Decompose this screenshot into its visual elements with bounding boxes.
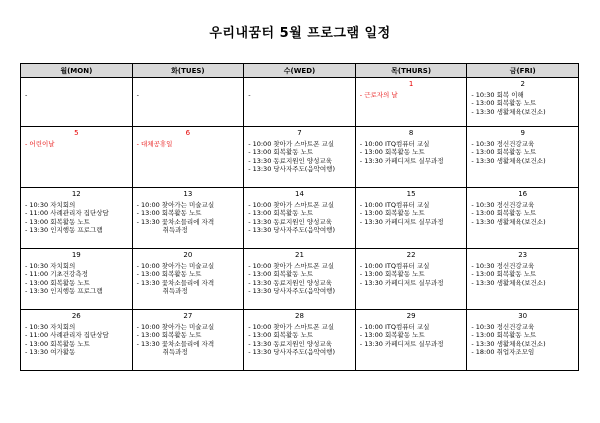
day-number: 21: [295, 251, 304, 259]
event-item: [248, 157, 355, 165]
event-item: [471, 348, 578, 356]
day-number: 9: [520, 129, 525, 137]
day-number: 1: [408, 80, 414, 88]
event-text: - 13:30 카페디저트 실무과정: [359, 278, 444, 287]
event-text: - 13:30 당사자주도(음악여행): [248, 287, 335, 296]
event-item: [471, 331, 578, 339]
day-cell: [21, 249, 133, 310]
event-text: - 10:30 정신건강교육: [471, 323, 535, 331]
day-cell: [467, 310, 579, 371]
event-text: - 13:30 당사자주도(음악여행): [248, 226, 335, 235]
week-row: [21, 127, 579, 188]
event-item: [25, 287, 132, 295]
day-cell: [21, 78, 133, 127]
day-cell: [467, 188, 579, 249]
event-item: [25, 209, 132, 217]
event-text: - 13:30 동료지원인 양성교육: [248, 339, 332, 348]
event-list: [467, 201, 578, 226]
event-item: [360, 279, 467, 287]
event-text: - 13:30 생활체육(보건소): [471, 156, 546, 165]
event-text: - 10:30 정신건강교육: [471, 201, 535, 209]
week-row: [21, 78, 579, 127]
day-number: 8: [408, 129, 414, 137]
event-text: - 13:30 생활체육(보건소): [471, 339, 546, 348]
day-number: [244, 79, 355, 89]
day-cell: [21, 127, 133, 188]
event-text: - 13:00 회복활동 노트: [248, 209, 314, 218]
event-text: - 13:30 꽃차소믈리에 자격: [136, 278, 215, 287]
day-number: 29: [406, 312, 416, 320]
event-text: - 13:00 회복활동 노트: [471, 99, 537, 108]
header-thu: 목(THURS): [355, 64, 467, 78]
event-text: - 13:30 동료지원인 양성교육: [248, 217, 332, 226]
event-item: [471, 340, 578, 348]
event-text: - 10:00 찾아가는 미술교실: [136, 262, 215, 270]
day-cell: [132, 188, 244, 249]
event-item: [25, 340, 132, 348]
day-number: 5: [74, 129, 79, 137]
event-list: [133, 91, 244, 99]
schedule-body: [21, 78, 579, 371]
day-number: 28: [295, 312, 304, 320]
event-item: [360, 331, 467, 339]
event-text: - 13:30 여가활동: [25, 348, 76, 357]
event-text: - 13:30 생활체육(보건소): [471, 278, 546, 287]
event-item: [360, 340, 467, 348]
event-list: [244, 140, 355, 174]
day-cell: [355, 78, 467, 127]
event-list: [21, 140, 132, 148]
day-cell: [467, 78, 579, 127]
event-item: [248, 226, 355, 234]
event-text: - 13:30 당사자주도(음악여행): [248, 165, 335, 174]
event-item: [25, 226, 132, 234]
event-text: - 13:00 회복활동 노트: [136, 209, 202, 218]
event-item: [248, 270, 355, 278]
event-text: - 13:30 동료지원인 양성교육: [248, 156, 332, 165]
event-text: - 10:30 정신건강교육: [471, 262, 535, 270]
event-item: [360, 270, 467, 278]
event-text: - 10:00 찾아가 스마트폰 교실: [248, 323, 335, 331]
event-text: - 13:30 인지행동 프로그램: [25, 287, 103, 296]
event-list: [356, 201, 467, 226]
day-cell: [355, 310, 467, 371]
event-text: - 13:00 회복활동 노트: [471, 331, 537, 340]
day-number: 30: [518, 312, 528, 320]
event-text: - 10:00 찾아가 스마트폰 교실: [248, 262, 335, 270]
day-cell: [21, 188, 133, 249]
event-text: - 18:00 취업자조모임: [471, 348, 535, 357]
event-text: - 10:00 찾아가 스마트폰 교실: [248, 140, 335, 148]
event-item: [137, 287, 244, 295]
event-item: [137, 348, 244, 356]
week-row: [21, 249, 579, 310]
event-text: - 13:00 회복활동 노트: [25, 339, 90, 348]
event-item: [137, 226, 244, 234]
day-number: 22: [406, 251, 416, 259]
event-text: - 10:30 회복 이해: [471, 91, 524, 99]
event-text: - 11:00 사례관리자 집단상담: [25, 331, 109, 340]
day-cell: [467, 127, 579, 188]
schedule-table: [20, 63, 579, 371]
event-item: [360, 218, 467, 226]
event-list: [244, 323, 355, 357]
event-text: - 13:00 회복활동 노트: [471, 148, 537, 157]
day-number: 23: [518, 251, 528, 259]
day-number: 15: [406, 190, 416, 198]
event-text: - 13:00 회복활동 노트: [248, 270, 314, 279]
event-text: - 13:30 꽃차소믈리에 자격: [136, 339, 215, 348]
event-item: [25, 140, 132, 148]
event-item: [471, 270, 578, 278]
event-text: - 11:00 기초건강측정: [25, 270, 88, 279]
event-list: [244, 201, 355, 235]
event-item: [360, 157, 467, 165]
header-tue: 화(TUES): [132, 64, 244, 78]
event-item: [137, 270, 244, 278]
event-text: 취득과정: [162, 287, 188, 296]
event-text: - 13:30 당사자주도(음악여행): [248, 348, 335, 357]
event-text: - 13:00 회복활동 노트: [359, 148, 425, 157]
event-text: - 13:00 회복활동 노트: [359, 209, 425, 218]
day-number: 7: [297, 129, 302, 137]
event-item: [248, 340, 355, 348]
day-number: 27: [183, 312, 193, 320]
event-item: [248, 91, 355, 99]
event-text: 취득과정: [162, 226, 188, 235]
day-cell: [355, 188, 467, 249]
event-text: - 13:30 인지행동 프로그램: [25, 226, 103, 235]
day-cell: [132, 310, 244, 371]
event-item: [137, 331, 244, 339]
event-text: - 13:30 생활체육(보건소): [471, 217, 546, 226]
event-text: - 13:00 회복활동 노트: [359, 270, 425, 279]
day-cell: [132, 249, 244, 310]
event-text: - 10:00 찾아가는 미술교실: [136, 201, 215, 209]
event-list: [21, 323, 132, 357]
day-number: 20: [183, 251, 193, 259]
event-item: [360, 209, 467, 217]
event-text: - 10:30 자치회의: [25, 262, 76, 270]
day-cell: [467, 249, 579, 310]
day-cell: [132, 127, 244, 188]
day-cell: [244, 127, 356, 188]
event-item: [137, 91, 244, 99]
event-text: - 13:00 회복활동 노트: [471, 270, 537, 279]
event-item: [25, 279, 132, 287]
event-item: [137, 209, 244, 217]
event-text: - 10:30 자치회의: [25, 201, 76, 209]
event-item: [137, 340, 244, 348]
event-text: -: [248, 91, 251, 99]
event-item: [25, 218, 132, 226]
day-cell: [244, 310, 356, 371]
event-item: [248, 209, 355, 217]
day-cell: [355, 249, 467, 310]
event-item: [248, 348, 355, 356]
event-list: [21, 201, 132, 235]
event-list: [133, 262, 244, 296]
event-item: [248, 165, 355, 173]
day-cell: [244, 188, 356, 249]
event-text: - 근로자의 날: [359, 91, 398, 99]
event-list: [356, 323, 467, 348]
week-row: [21, 310, 579, 371]
event-text: - 13:00 회복활동 노트: [25, 217, 90, 226]
event-text: 취득과정: [162, 348, 188, 357]
event-item: [248, 287, 355, 295]
day-number: 6: [185, 129, 191, 137]
event-list: [133, 201, 244, 235]
page-title: 우리내꿈터 5월 프로그램 일정: [209, 26, 391, 41]
event-text: - 13:30 카페디저트 실무과정: [359, 217, 444, 226]
event-text: - 10:00 찾아가는 미술교실: [136, 323, 215, 331]
event-list: [467, 323, 578, 357]
day-number: 14: [295, 190, 304, 198]
event-text: - 10:00 ITQ컴퓨터 교실: [359, 201, 430, 209]
event-text: -: [136, 91, 139, 99]
event-list: [244, 262, 355, 296]
day-cell: [244, 249, 356, 310]
event-item: [137, 218, 244, 226]
event-list: [244, 91, 355, 99]
day-cell: [21, 310, 133, 371]
event-text: -: [25, 91, 28, 99]
event-list: [356, 140, 467, 165]
event-item: [137, 279, 244, 287]
day-cell: [355, 127, 467, 188]
event-item: [360, 148, 467, 156]
day-number: 26: [71, 312, 81, 320]
event-text: - 13:00 회복활동 노트: [359, 331, 425, 340]
event-item: [248, 218, 355, 226]
event-text: - 13:00 회복활동 노트: [248, 148, 314, 157]
day-cell: [244, 78, 356, 127]
event-text: - 13:00 회복활동 노트: [471, 209, 537, 218]
day-number: 13: [183, 190, 193, 198]
event-text: - 13:30 카페디저트 실무과정: [359, 339, 444, 348]
week-row: [21, 188, 579, 249]
event-item: [248, 331, 355, 339]
event-text: - 13:30 카페디저트 실무과정: [359, 156, 444, 165]
event-list: [356, 91, 467, 99]
event-list: [467, 91, 578, 116]
event-item: [471, 99, 578, 107]
header-wed: 수(WED): [244, 64, 356, 78]
day-number: 2: [520, 80, 525, 88]
event-item: [471, 157, 578, 165]
day-number: [21, 79, 132, 89]
event-text: - 13:00 회복활동 노트: [25, 278, 90, 287]
event-text: - 13:30 꽃차소믈리에 자격: [136, 217, 215, 226]
header-mon: 월(MON): [21, 64, 133, 78]
day-number: 16: [518, 190, 528, 198]
event-text: - 13:00 회복활동 노트: [136, 331, 202, 340]
event-item: [471, 108, 578, 116]
event-text: - 어린이날: [25, 140, 55, 148]
event-item: [471, 279, 578, 287]
event-list: [133, 323, 244, 357]
event-item: [471, 218, 578, 226]
event-item: [360, 91, 467, 99]
event-text: - 10:00 ITQ컴퓨터 교실: [359, 140, 430, 148]
event-text: - 10:00 ITQ컴퓨터 교실: [359, 262, 430, 270]
event-item: [25, 331, 132, 339]
day-number: [133, 79, 244, 89]
event-list: [467, 262, 578, 287]
event-item: [248, 148, 355, 156]
event-list: [133, 140, 244, 148]
event-text: - 11:00 사례관리자 집단상담: [25, 209, 109, 218]
event-text: - 13:00 회복활동 노트: [248, 331, 314, 340]
event-text: - 10:30 정신건강교육: [471, 140, 535, 148]
event-text: - 10:00 찾아가 스마트폰 교실: [248, 201, 335, 209]
event-list: [356, 262, 467, 287]
event-item: [25, 270, 132, 278]
event-text: - 13:00 회복활동 노트: [136, 270, 202, 279]
event-item: [25, 91, 132, 99]
event-text: - 13:30 동료지원인 양성교육: [248, 278, 332, 287]
event-list: [21, 91, 132, 99]
event-text: - 10:30 자치회의: [25, 323, 76, 331]
header-row: [21, 64, 579, 78]
day-number: 19: [71, 251, 81, 259]
day-cell: [132, 78, 244, 127]
event-item: [471, 148, 578, 156]
event-item: [248, 279, 355, 287]
event-text: - 13:30 생활체육(보건소): [471, 107, 546, 116]
event-text: - 10:00 ITQ컴퓨터 교실: [359, 323, 430, 331]
day-number: 12: [71, 190, 81, 198]
event-item: [471, 209, 578, 217]
event-item: [25, 348, 132, 356]
event-item: [137, 140, 244, 148]
event-list: [21, 262, 132, 296]
header-fri: 금(FRI): [467, 64, 579, 78]
event-list: [467, 140, 578, 165]
event-text: - 대체공휴일: [136, 140, 173, 148]
